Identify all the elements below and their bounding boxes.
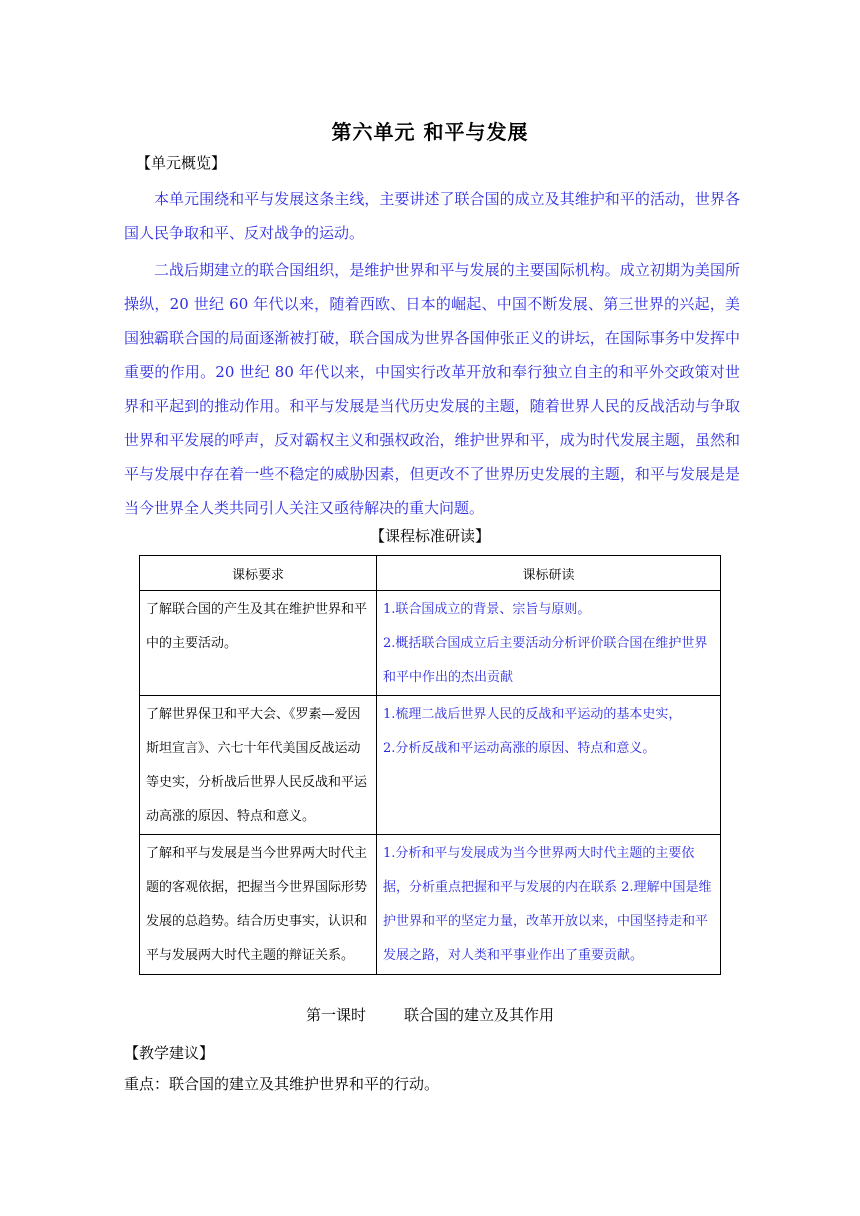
lesson-number: 第一课时 (305, 1006, 366, 1024)
lesson-heading (0, 1004, 860, 1025)
header-reading: 课标研读 (377, 556, 721, 591)
reading-item: 2.概括联合国成立后主要活动分析评价联合国在维护世界和平中作出的杰出贡献 (383, 636, 708, 685)
lesson-name: 联合国的建立及其作用 (404, 1006, 555, 1024)
table-row (140, 591, 721, 696)
reading-item: 2.分析反战和平运动高涨的原因、特点和意义。 (383, 741, 656, 756)
teaching-label: 【教学建议】 (124, 1044, 215, 1062)
header-requirement: 课标要求 (140, 556, 377, 591)
reading-item: 1.分析和平与发展成为当今世界两大时代主题的主要依据，分析重点把握和平与发展的内在联系 2.理解中国是维护世界和平的坚定力量，改革开放以来，中国坚持走和平发展之路，对人类和平事业作出了重要贡献。 (383, 846, 712, 963)
reading-cell (377, 696, 721, 835)
requirement-cell: 了解世界保卫和平大会、《罗素—爱因斯坦宣言》、六七十年代美国反战运动等史实，分析战后世界人民反战和平运动高涨的原因、特点和意义。 (140, 696, 377, 835)
reading-cell (377, 835, 721, 975)
key-point: 重点：联合国的建立及其维护世界和平的行动。 (124, 1075, 440, 1093)
overview-paragraph-2: 二战后期建立的联合国组织，是维护世界和平与发展的主要国际机构。成立初期为美国所操纵，20 世纪 60 年代以来，随着西欧、日本的崛起、中国不断发展、第三世界的兴起，美国独霸联合国的局面逐渐被打破，联合国成为世界各国伸张正义的讲坛，在国际事务中发挥中重要的作用。20 世纪 80 年代以来，中国实行改革开放和奉行独立自主的和平外交政策对世界和平起到的推动作用。和平与发展是当代历史发展的主题，随着世界人民的反战活动与争取世界和平发展的呼声，反对霸权主义和强权政治，维护世界和平，成为时代发展主题，虽然和平与发展中存在着一些不稳定的威胁因素，但更改不了世界历史发展的主题，和平与发展是是当今世界全人类共同引人关注又亟待解决的重大问题。 (124, 261, 740, 517)
standards-table (139, 555, 721, 975)
reading-cell (377, 591, 721, 696)
reading-item: 1.联合国成立的背景、宗旨与原则。 (383, 602, 591, 617)
table-row (140, 835, 721, 975)
unit-title: 第六单元 和平与发展 (331, 120, 529, 144)
standards-label: 【课程标准研读】 (369, 527, 490, 545)
overview-label: 【单元概览】 (136, 154, 227, 172)
table-header-row (140, 556, 721, 591)
requirement-cell: 了解和平与发展是当今世界两大时代主题的客观依据，把握当今世界国际形势发展的总趋势。结合历史事实，认识和平与发展两大时代主题的辩证关系。 (140, 835, 377, 975)
reading-item: 1.梳理二战后世界人民的反战和平运动的基本史实， (383, 707, 682, 722)
overview-paragraph-1: 本单元围绕和平与发展这条主线，主要讲述了联合国的成立及其维护和平的活动，世界各国人民争取和平、反对战争的运动。 (124, 190, 740, 242)
requirement-cell: 了解联合国的产生及其在维护世界和平中的主要活动。 (140, 591, 377, 696)
table-row (140, 696, 721, 835)
